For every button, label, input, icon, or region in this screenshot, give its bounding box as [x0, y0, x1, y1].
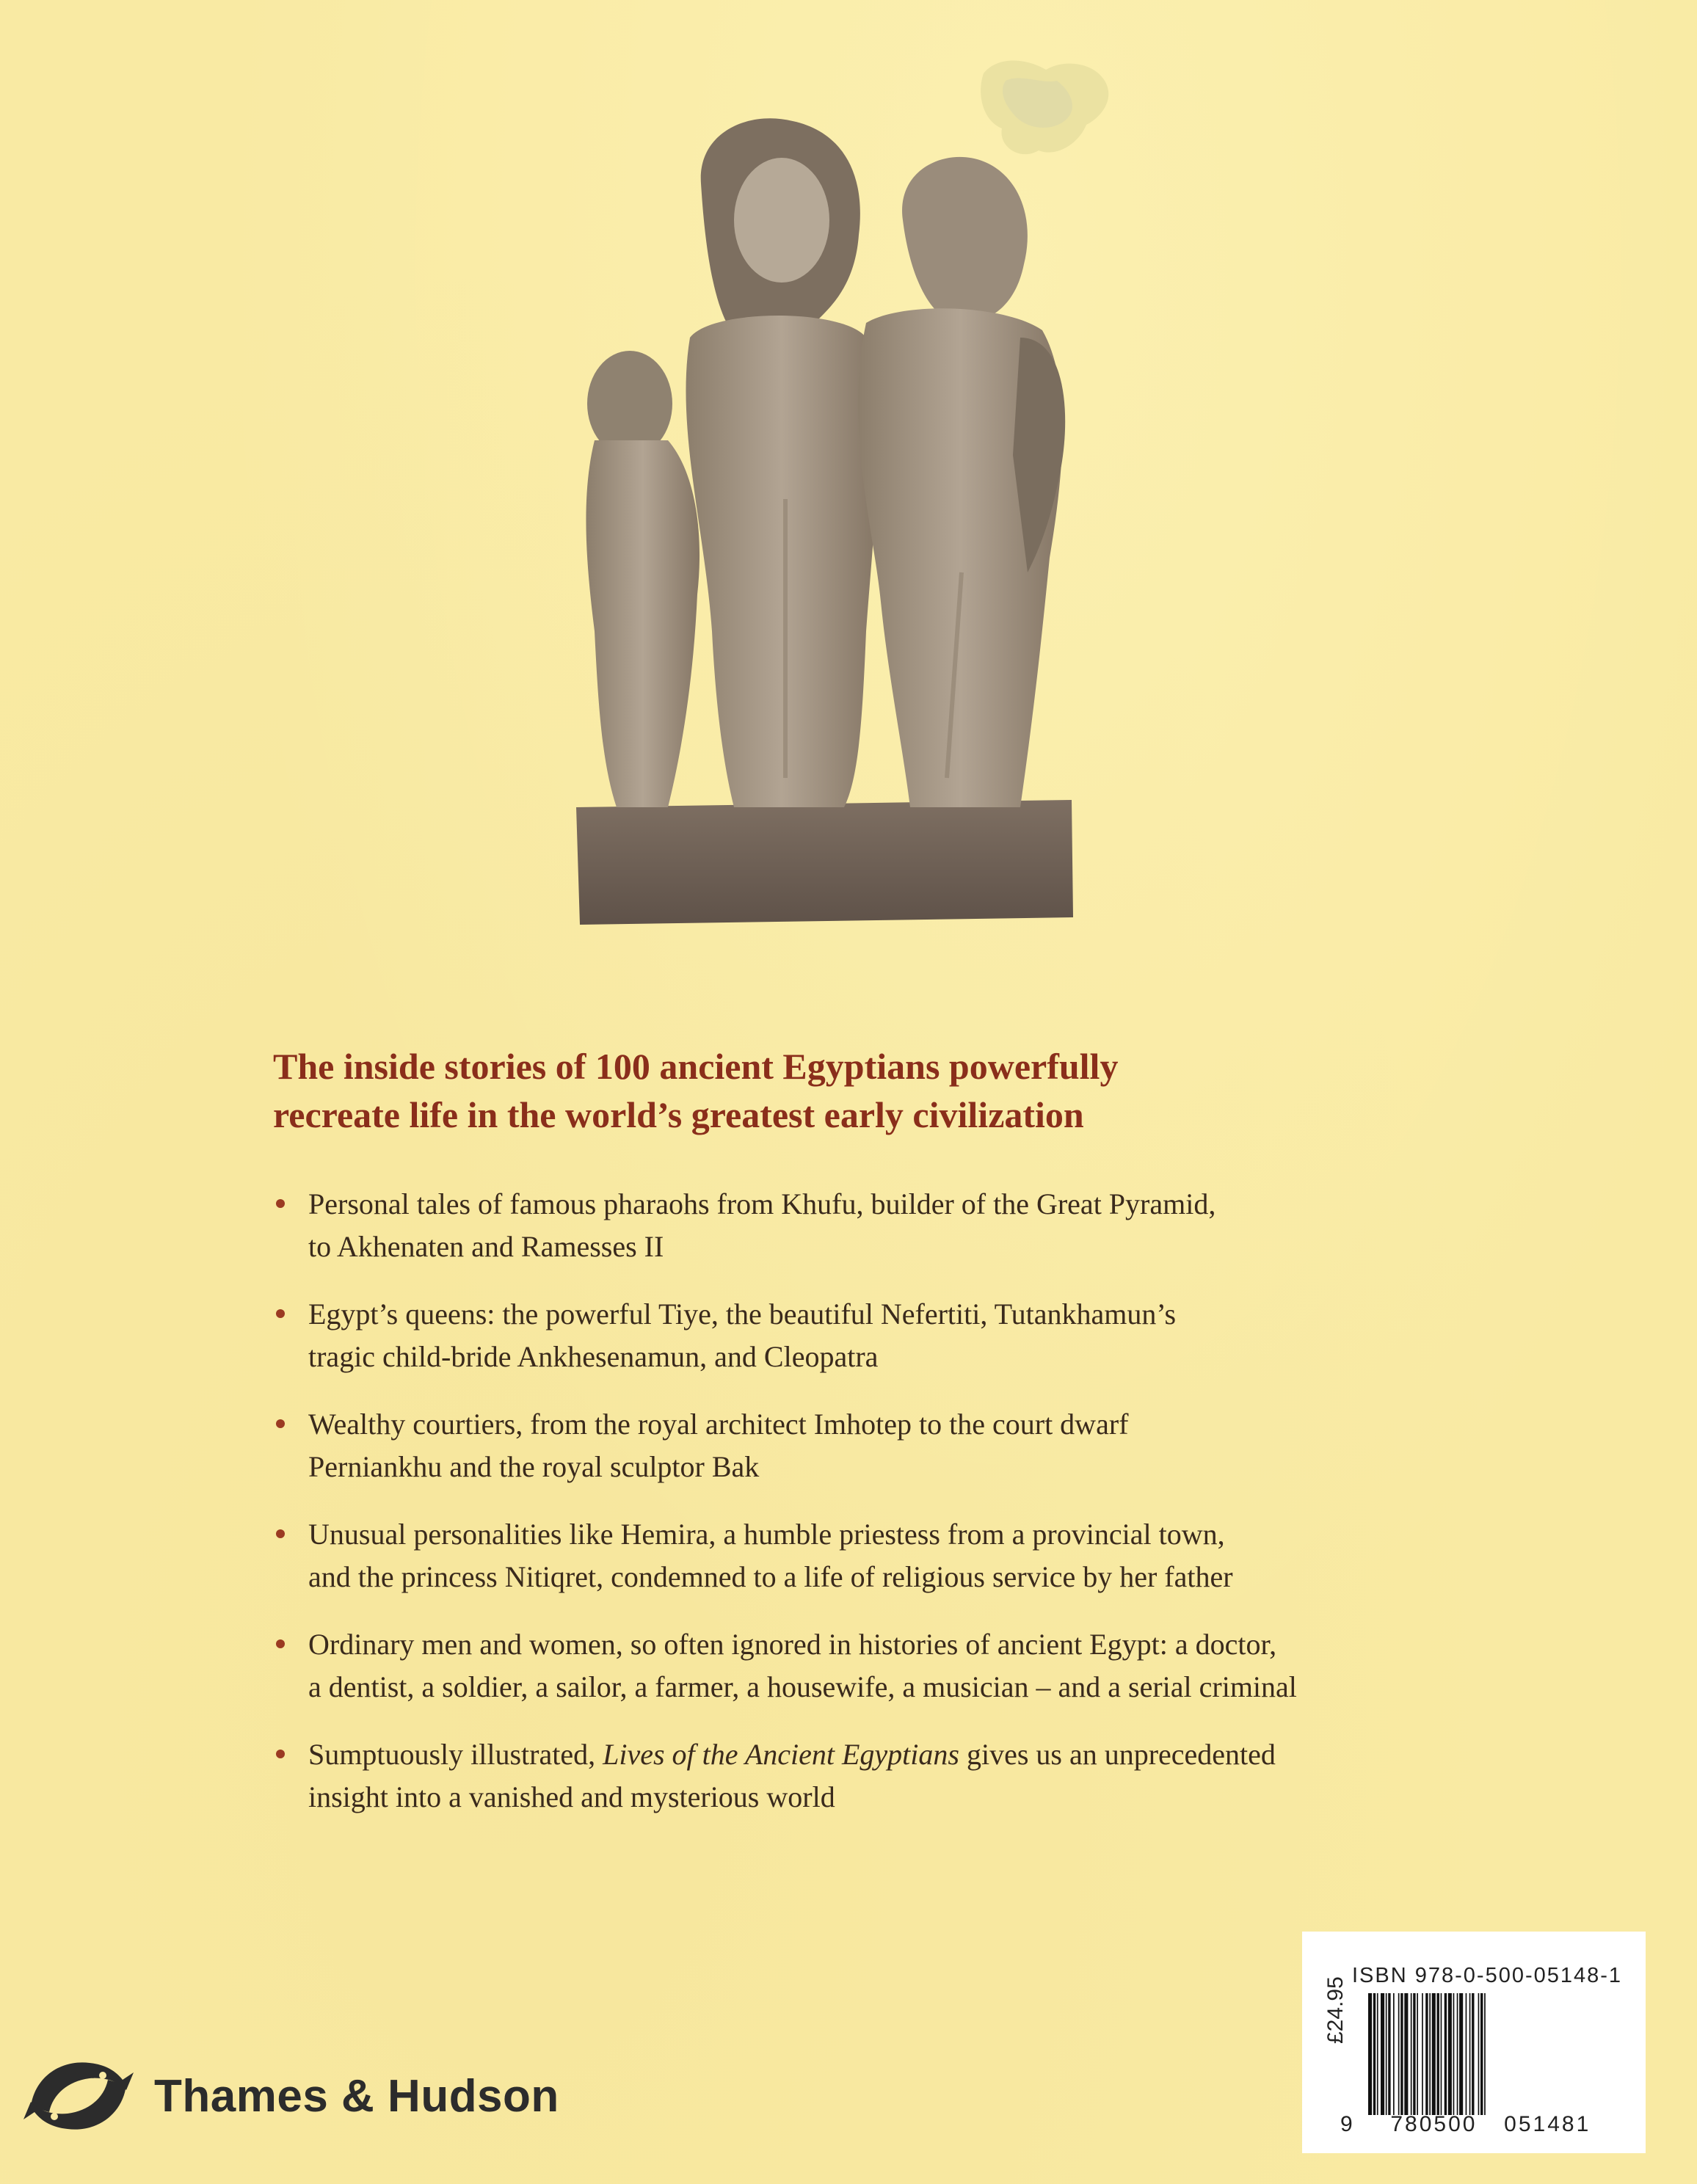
bullet-dot-icon — [276, 1639, 285, 1648]
list-item-line: to Akhenaten and Ramesses II — [308, 1230, 664, 1263]
barcode-bar — [1437, 1993, 1439, 2115]
barcode-bar — [1393, 1993, 1395, 2115]
list-item-line: and the princess Nitiqret, condemned to a life of religious service by her father — [308, 1560, 1233, 1593]
statue-photo — [565, 117, 1079, 932]
bullet-dot-icon — [276, 1199, 285, 1208]
barcode-bar — [1368, 1993, 1372, 2115]
list-item-lead: Sumptuously illustrated, — [308, 1738, 603, 1771]
list-item-line: Unusual personalities like Hemira, a humble priestess from a provincial town, — [308, 1518, 1225, 1551]
barcode-bar — [1484, 1993, 1486, 2115]
barcode-bar — [1417, 1993, 1418, 2115]
bullet-dot-icon — [276, 1309, 285, 1318]
barcode-bar — [1377, 1993, 1378, 2115]
headline — [273, 1042, 1374, 1139]
list-item-line: a dentist, a soldier, a sailor, a farmer, a housewife, a musician – and a serial criminal — [308, 1670, 1297, 1703]
list-item-line: Personal tales of famous pharaohs from Khufu, builder of the Great Pyramid, — [308, 1187, 1216, 1220]
list-item — [273, 1293, 1462, 1378]
barcode-bar — [1453, 1993, 1455, 2115]
barcode-bar — [1466, 1993, 1467, 2115]
barcode-digits — [1340, 2112, 1605, 2137]
list-item-rest: gives us an unprecedented — [959, 1738, 1276, 1771]
barcode-bar — [1373, 1993, 1376, 2115]
list-item — [273, 1183, 1462, 1268]
publisher-name: Thames & Hudson — [154, 2070, 559, 2122]
dolphins-logo-icon — [16, 2045, 141, 2147]
headline-line-2: recreate life in the world’s greatest early civilization — [273, 1094, 1084, 1135]
barcode-bar — [1381, 1993, 1384, 2115]
list-item — [273, 1513, 1462, 1598]
bullet-dot-icon — [276, 1750, 285, 1758]
barcode-bar — [1400, 1993, 1403, 2115]
bullet-dot-icon — [276, 1529, 285, 1538]
list-item-line: tragic child-bride Ankhesenamun, and Cleopatra — [308, 1340, 879, 1373]
headline-line-1: The inside stories of 100 ancient Egyptians powerfully — [273, 1046, 1119, 1087]
barcode-bar — [1398, 1993, 1400, 2115]
barcode-digits-group-2: 051481 — [1504, 2112, 1591, 2136]
list-item — [273, 1403, 1462, 1488]
barcode-bar — [1441, 1993, 1442, 2115]
list-item-line: insight into a vanished and mysterious world — [308, 1780, 835, 1813]
barcode-digits-group-1: 780500 — [1390, 2112, 1478, 2136]
barcode-bar — [1480, 1993, 1483, 2115]
barcode-bar — [1445, 1993, 1447, 2115]
barcode-bar — [1404, 1993, 1408, 2115]
barcode-bar — [1388, 1993, 1390, 2115]
barcode-bar — [1422, 1993, 1423, 2115]
barcode-bar — [1469, 1993, 1471, 2115]
publisher-brand — [16, 2045, 559, 2147]
list-item-line: Ordinary men and women, so often ignored in histories of ancient Egypt: a doctor, — [308, 1628, 1277, 1661]
list-item-line: Perniankhu and the royal sculptor Bak — [308, 1450, 760, 1483]
list-item-line: Wealthy courtiers, from the royal architect Imhotep to the court dwarf — [308, 1408, 1129, 1441]
isbn-label: ISBN 978-0-500-05148-1 — [1352, 1964, 1623, 1987]
list-item — [273, 1733, 1462, 1819]
book-title: Lives of the Ancient Egyptians — [603, 1738, 959, 1771]
barcode-digit-first: 9 — [1340, 2112, 1355, 2136]
barcode-bar — [1472, 1993, 1474, 2115]
barcode-bar — [1429, 1993, 1431, 2115]
barcode-bar — [1411, 1993, 1412, 2115]
barcode-bar — [1459, 1993, 1463, 2115]
barcode-bar — [1448, 1993, 1452, 2115]
price-label: £24.95 — [1323, 1976, 1348, 2044]
barcode-bar — [1478, 1993, 1480, 2115]
list-item — [273, 1623, 1462, 1708]
barcode-bar — [1425, 1993, 1428, 2115]
barcode-bar — [1386, 1993, 1387, 2115]
barcode-bar — [1413, 1993, 1415, 2115]
list-item-line — [308, 1733, 1462, 1776]
feature-list — [273, 1183, 1462, 1843]
barcode-bar — [1457, 1993, 1458, 2115]
barcode — [1367, 1993, 1599, 2115]
barcode-bar — [1432, 1993, 1436, 2115]
list-item-line: Egypt’s queens: the powerful Tiye, the beautiful Nefertiti, Tutankhamun’s — [308, 1297, 1177, 1331]
bullet-dot-icon — [276, 1419, 285, 1428]
